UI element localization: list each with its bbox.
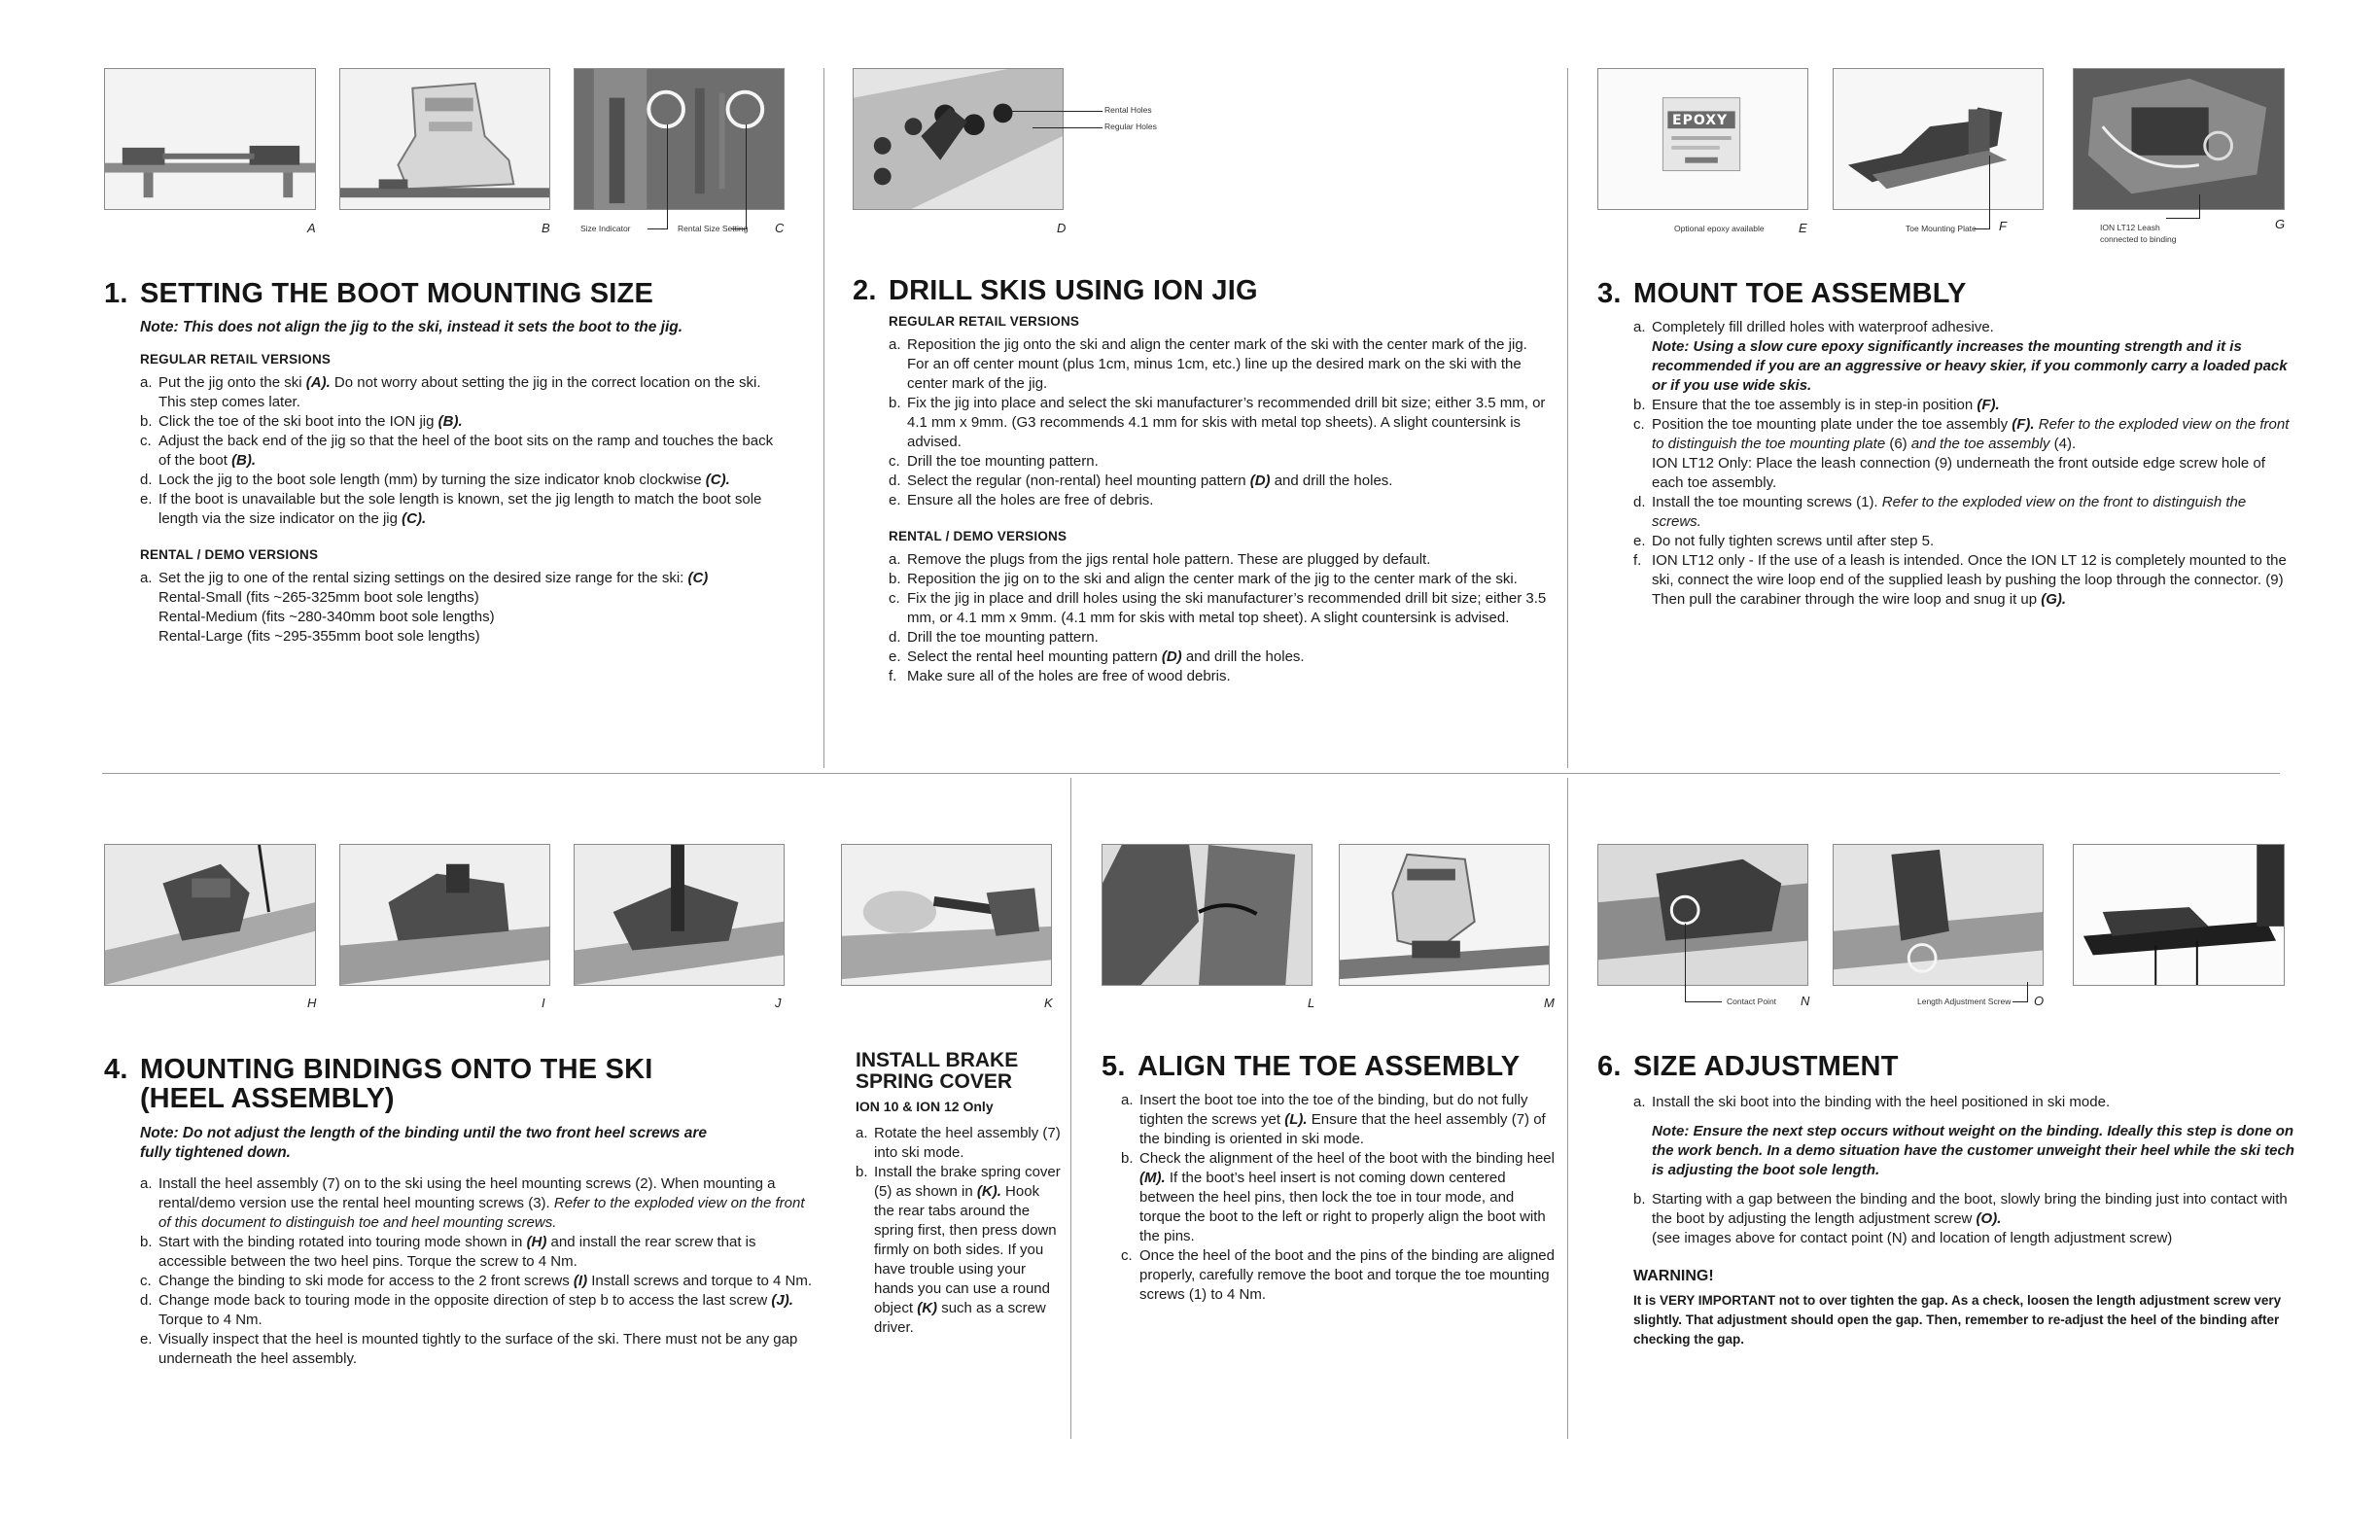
section-2-sub-rental: RENTAL / DEMO VERSIONS [889, 529, 1068, 543]
photo-g-leash [2073, 68, 2285, 210]
callout-line-toe-plate [1989, 156, 1990, 229]
list-item: b. Ensure that the toe assembly is in step-in position (F). [1633, 397, 2000, 413]
section-brake-cover [856, 1050, 1062, 1338]
list-item: b. Install the brake spring cover (5) as shown in (K). Hook the rear tabs around the spring first, then press down firmly on both sides. If you have trouble using your hands you can use a round object (K) such as a screw driver. [856, 1164, 1061, 1336]
list-item: a. Rotate the heel assembly (7) into ski mode. [856, 1125, 1061, 1161]
callout-line-rental-holes [1011, 111, 1102, 112]
section-1-note: Note: This does not align the jig to the ski, instead it sets the boot to the jig. [140, 319, 683, 335]
section-3-lt12-note: ION LT12 Only: Place the leash connection (9) underneath the front outside edge screw hole of each toe assembly. [1652, 455, 2265, 491]
photo-d-jig-holes [853, 68, 1064, 210]
list-item: e. If the boot is unavailable but the sole length is known, set the jig length to match the boot sole length via the size indicator on the jig (C). [140, 491, 762, 527]
list-item: a. Install the heel assembly (7) on to the ski using the heel mounting screws (2). When mounting a rental/demo version use the rental heel mounting screws (3). Refer to the exploded view on the front of this document to distinguish toe and heel mounting screws. [140, 1175, 805, 1231]
callout-line-contact-point-h [1685, 1001, 1722, 1002]
section-4-title: 4. MOUNTING BINDINGS ONTO THE SKI [104, 1054, 653, 1085]
section-2-title: 2. DRILL SKIS USING ION JIG [853, 275, 1258, 306]
callout-rental-holes: Rental Holes [1104, 105, 1152, 115]
list-item: a. Completely fill drilled holes with waterproof adhesive. Note: Using a slow cure epoxy significantly increases the mounting strength and it is recommended if you are an aggressive or heavy skier, if you commonly carry a loaded pack or if you use wide skis. [1633, 318, 2297, 396]
list-item: b. Reposition the jig on to the ski and align the center mark of the jig to the center mark of the ski. [889, 571, 1518, 587]
photo-m-heel-alignment [1339, 844, 1550, 986]
callout-optional-epoxy: Optional epoxy available [1674, 224, 1765, 233]
section-1-sub-regular: REGULAR RETAIL VERSIONS [140, 352, 332, 367]
section-5 [1102, 1052, 1558, 1305]
list-item: a. Remove the plugs from the jigs rental hole pattern. These are plugged by default. [889, 551, 1431, 568]
callout-line-size-indicator-v [667, 124, 668, 229]
section-5-steps [1102, 1091, 1558, 1305]
figure-letter-h: H [307, 996, 317, 1010]
section-2-sub-regular: REGULAR RETAIL VERSIONS [889, 314, 1080, 329]
list-item: f. Make sure all of the holes are free of wood debris. [889, 668, 1231, 684]
list-item: d. Lock the jig to the boot sole length (mm) by turning the size indicator knob clockwise (C). [140, 472, 730, 488]
callout-line-size-indicator [648, 228, 667, 229]
photo-a-jig-on-ski [104, 68, 316, 210]
photo-o-length-screw [1833, 844, 2044, 986]
section-6 [1597, 1052, 2302, 1349]
figure-letter-e: E [1799, 221, 1807, 235]
section-1-regular-steps [104, 373, 785, 529]
figure-letter-m: M [1544, 996, 1555, 1010]
list-item: b. Click the toe of the ski boot into the ION jig (B). [140, 413, 463, 430]
photo-i-ski-mode [339, 844, 550, 986]
list-item: d. Select the regular (non-rental) heel mounting pattern (D) and drill the holes. [889, 472, 1393, 489]
photo-e-epoxy [1597, 68, 1808, 210]
callout-toe-mounting-plate: Toe Mounting Plate [1906, 224, 1977, 233]
callout-line-leash [2199, 194, 2200, 218]
section-4 [104, 1055, 819, 1369]
callout-length-adjustment-screw: Length Adjustment Screw [1917, 997, 2012, 1006]
section-2-regular-steps [853, 335, 1553, 510]
divider-col-2-top [1567, 68, 1568, 768]
list-item: a. Install the ski boot into the binding with the heel positioned in ski mode. Note: Ensure the next step occurs without weight on the binding. Ideally this step is done on the work bench. In a demo situation have the customer unweight their heel while the ski tech is adjusting the boot sole length. [1633, 1093, 2302, 1180]
section-2-rental-steps [853, 550, 1553, 686]
section-6-image-reference: (see images above for contact point (N) and location of length adjustment screw) [1652, 1230, 2173, 1246]
callout-ion-lt12-leash-line1: ION LT12 Leash [2100, 223, 2160, 232]
warning-text: It is VERY IMPORTANT not to over tighten the gap. As a check, loosen the length adjustment screw very slightly. That adjustment should open the gap. Then, remember to re-adjust the heel of the binding after checking the gap. [1633, 1293, 2282, 1347]
figure-letter-k: K [1044, 996, 1053, 1010]
photo-j-drill [574, 844, 785, 986]
figure-letter-b: B [542, 221, 550, 235]
figure-letter-d: D [1057, 221, 1067, 235]
list-item: d. Install the toe mounting screws (1). Refer to the exploded view on the front to distinguish the screws. [1633, 494, 2247, 530]
list-item: b. Fix the jig into place and select the ski manufacturer’s recommended drill bit size; either 3.5 mm, or 4.1 mm x 9mm. (G3 recommends 4.1 mm for skis with metal top sheets). A slight countersink is advised. [889, 395, 1546, 450]
callout-line-contact-point [1685, 924, 1686, 1001]
section-2 [853, 276, 1553, 686]
section-3-title: 3. MOUNT TOE ASSEMBLY [1597, 278, 1967, 309]
list-item: b. Check the alignment of the heel of the boot with the binding heel (M). If the boot’s heel insert is not coming down centered between the heel pins, then lock the toe in tour mode, and torque the boot to the left or right to properly align the boot with the pins. [1121, 1150, 1555, 1244]
figure-letter-n: N [1801, 994, 1810, 1008]
brake-steps [856, 1124, 1062, 1338]
figure-letter-l: L [1308, 996, 1315, 1010]
section-3-steps [1597, 318, 2297, 610]
brake-title-line2: SPRING COVER [856, 1070, 1013, 1093]
section-1-sub-rental: RENTAL / DEMO VERSIONS [140, 547, 319, 562]
list-item: a. Put the jig onto the ski (A). Do not worry about setting the jig in the correct location on the ski. This step comes later. [140, 374, 761, 410]
list-item: b. Starting with a gap between the binding and the boot, slowly bring the binding just into contact with the boot by adjusting the length adjustment screw (O). (see images above for contact point (N) and location of length adjustment screw) [1633, 1190, 2302, 1248]
photo-f-toe-assembly [1833, 68, 2044, 210]
section-4-steps [104, 1174, 819, 1369]
rental-medium-size: Rental-Medium (fits ~280-340mm boot sole lengths) [158, 609, 495, 625]
callout-line-leash-h [2166, 218, 2200, 219]
warning-title: WARNING! [1633, 1268, 1714, 1284]
section-3-epoxy-note: Note: Using a slow cure epoxy significantly increases the mounting strength and it is recommended if you are an aggressive or heavy skier, if you commonly carry a loaded pack or if you use wide skis. [1652, 338, 2288, 394]
callout-line-length-screw-h [2012, 1001, 2028, 1002]
figure-letter-a: A [307, 221, 316, 235]
list-item: d. Change mode back to touring mode in the opposite direction of step b to access the last screw (J). Torque to 4 Nm. [140, 1292, 793, 1328]
divider-horizontal [102, 773, 2280, 774]
list-item: f. ION LT12 only - If the use of a leash is intended. Once the ION LT 12 is completely mounted to the ski, connect the wire loop end of the supplied leash by pushing the loop through the connector. (9) Then pull the carabiner through the wire loop and snug it up (G). [1633, 552, 2287, 608]
list-item: c. Change the binding to ski mode for access to the 2 front screws (I) Install screws and torque to 4 Nm. [140, 1273, 813, 1289]
callout-line-rental-size [746, 124, 747, 229]
epoxy-pack-label: EPOXY [1672, 113, 1729, 128]
rental-small-size: Rental-Small (fits ~265-325mm boot sole lengths) [158, 589, 479, 606]
photo-n-contact-point [1597, 844, 1808, 986]
callout-line-regular-holes [1032, 127, 1102, 128]
brake-title-line1: INSTALL BRAKE [856, 1049, 1019, 1071]
photo-c-size-indicator [574, 68, 785, 210]
callout-rental-size-setting: Rental Size Setting [678, 224, 749, 233]
callout-line-length-screw [2027, 982, 2028, 1001]
list-item: e. Ensure all the holes are free of debris. [889, 492, 1154, 508]
rental-large-size: Rental-Large (fits ~295-355mm boot sole lengths) [158, 628, 480, 645]
divider-col-1-bottom [1070, 778, 1071, 1439]
photo-l-boot-toe [1102, 844, 1312, 986]
section-1 [104, 279, 785, 647]
list-item: a. Set the jig to one of the rental sizing settings on the desired size range for the ski: (C) [140, 570, 709, 586]
brake-subtitle: ION 10 & ION 12 Only [856, 1099, 994, 1114]
section-4-note: Note: Do not adjust the length of the binding until the two front heel screws are fully tightened down. [140, 1125, 707, 1161]
section-3 [1597, 279, 2297, 610]
section-6-note: Note: Ensure the next step occurs without weight on the binding. Ideally this step is done on the work bench. In a demo situation have the customer unweight their heel while the ski tech is adjusting the boot sole length. [1652, 1123, 2294, 1178]
section-4-title-line2: (HEEL ASSEMBLY) [140, 1083, 395, 1114]
section-1-title: 1. SETTING THE BOOT MOUNTING SIZE [104, 278, 653, 309]
figure-letter-j: J [775, 996, 782, 1010]
figure-letter-f: F [1999, 219, 2007, 233]
figure-letter-i: I [542, 996, 545, 1010]
photo-k-brake-cover [841, 844, 1052, 986]
divider-col-2-bottom [1567, 778, 1568, 1439]
list-item: c. Adjust the back end of the jig so that the heel of the boot sits on the ramp and touches the back of the boot (B). [140, 433, 774, 469]
list-item: b. Start with the binding rotated into touring mode shown in (H) and install the rear screw that is accessible between the two heel pins. Torque the screw to 4 Nm. [140, 1234, 756, 1270]
figure-letter-o: O [2034, 994, 2045, 1008]
list-item: e. Select the rental heel mounting pattern (D) and drill the holes. [889, 648, 1305, 665]
list-item: a. Insert the boot toe into the toe of the binding, but do not fully tighten the screws yet (L). Ensure that the heel assembly (7) of the binding is oriented in ski mode. [1121, 1092, 1546, 1147]
photo-binding-side-view [2073, 844, 2285, 986]
callout-contact-point: Contact Point [1727, 997, 1777, 1006]
callout-regular-holes: Regular Holes [1104, 122, 1157, 131]
section-6-title: 6. SIZE ADJUSTMENT [1597, 1051, 1899, 1082]
list-item: a. Reposition the jig onto the ski and align the center mark of the ski with the center mark of the jig. For an off center mount (plus 1cm, minus 1cm, etc.) line up the desired mark on the ski with the center mark of the jig. [889, 336, 1527, 392]
list-item: d. Drill the toe mounting pattern. [889, 629, 1099, 646]
list-item: c. Drill the toe mounting pattern. [889, 453, 1099, 470]
divider-col-1-top [823, 68, 824, 768]
section-5-title: 5. ALIGN THE TOE ASSEMBLY [1102, 1051, 1521, 1082]
figure-letter-c: C [775, 221, 785, 235]
figure-letter-g: G [2275, 217, 2286, 231]
list-item: c. Fix the jig in place and drill holes using the ski manufacturer’s recommended drill bit size; either 3.5 mm, or 4.1 mm x 9mm. (4.1 mm for skis with metal top sheet). A slight countersink is advised. [889, 590, 1547, 626]
section-6-steps [1597, 1093, 2302, 1248]
photo-b-boot-in-jig [339, 68, 550, 210]
callout-size-indicator: Size Indicator [580, 224, 631, 233]
list-item: e. Do not fully tighten screws until after step 5. [1633, 533, 1935, 549]
list-item: c. Once the heel of the boot and the pins of the binding are aligned properly, carefully remove the boot and torque the toe mounting screws (1) to 4 Nm. [1121, 1247, 1555, 1303]
list-item: c. Position the toe mounting plate under the toe assembly (F). Refer to the exploded view on the front to distinguish the toe mounting plate (6) and the toe assembly (4). ION LT12 Only: Place the leash connection (9) underneath the front outside edge screw hole of each toe assembly. [1633, 415, 2297, 493]
list-item: e. Visually inspect that the heel is mounted tightly to the surface of the ski. There must not be any gap underneath the heel assembly. [140, 1331, 798, 1367]
section-1-rental-steps [104, 569, 785, 588]
photo-h-touring-mode [104, 844, 316, 986]
callout-ion-lt12-leash-line2: connected to binding [2100, 234, 2177, 244]
